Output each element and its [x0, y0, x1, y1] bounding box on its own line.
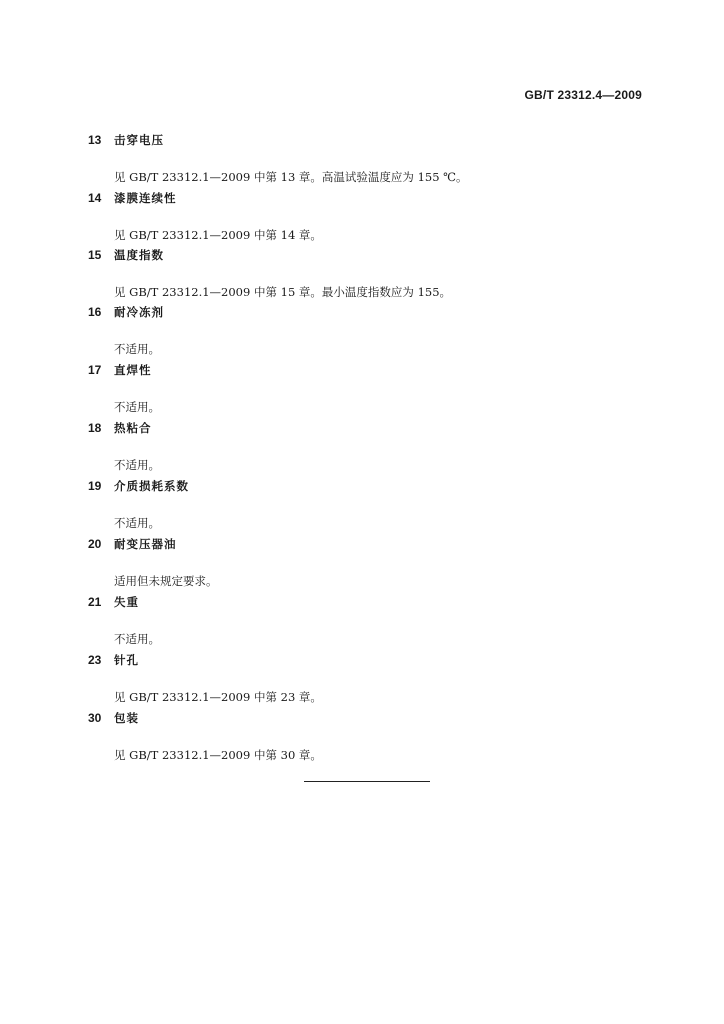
clause-body: 不适用。 [114, 458, 160, 472]
clause-heading [88, 650, 648, 670]
end-of-document-line [304, 781, 430, 782]
clause-number: 15 [88, 248, 102, 262]
clause-body: 见 GB/T 23312.1—2009 中第 13 章。高温试验温度应为 155 ℃。 [114, 170, 468, 184]
clause-title: 直焊性 [114, 363, 152, 377]
clause-body: 不适用。 [114, 400, 160, 414]
clause-body: 见 GB/T 23312.1—2009 中第 14 章。 [114, 228, 322, 242]
clause-title: 温度指数 [114, 248, 164, 262]
clause-number: 23 [88, 653, 102, 667]
clause-heading [88, 476, 648, 496]
clause-number: 21 [88, 595, 102, 609]
clause-heading [88, 245, 648, 265]
clause-16 [88, 302, 648, 359]
clause-heading [88, 534, 648, 554]
clause-23 [88, 650, 648, 707]
clause-title: 漆膜连续性 [114, 191, 177, 205]
clause-body: 适用但未规定要求。 [114, 574, 218, 588]
clause-number: 19 [88, 479, 102, 493]
clause-number: 30 [88, 711, 102, 725]
clause-heading [88, 302, 648, 322]
clause-title: 介质损耗系数 [114, 479, 189, 493]
clause-title: 包装 [114, 711, 139, 725]
clause-21 [88, 592, 648, 649]
clause-heading [88, 130, 648, 150]
clause-heading [88, 418, 648, 438]
clause-heading [88, 708, 648, 728]
clause-number: 14 [88, 191, 102, 205]
clause-13 [88, 130, 648, 187]
clause-body: 见 GB/T 23312.1—2009 中第 23 章。 [114, 690, 322, 704]
clause-body: 不适用。 [114, 516, 160, 530]
clause-title: 针孔 [114, 653, 139, 667]
clause-title: 耐冷冻剂 [114, 305, 164, 319]
clause-body: 不适用。 [114, 632, 160, 646]
clause-number: 20 [88, 537, 102, 551]
clause-body: 见 GB/T 23312.1—2009 中第 15 章。最小温度指数应为 155。 [114, 285, 452, 299]
clause-14 [88, 188, 648, 245]
clause-19 [88, 476, 648, 533]
clause-17 [88, 360, 648, 417]
clause-18 [88, 418, 648, 475]
clause-title: 失重 [114, 595, 139, 609]
clause-number: 16 [88, 305, 102, 319]
clause-heading [88, 592, 648, 612]
clause-heading [88, 188, 648, 208]
clause-body: 不适用。 [114, 342, 160, 356]
clause-number: 17 [88, 363, 102, 377]
clause-number: 13 [88, 133, 102, 147]
page-header-standard-number: GB/T 23312.4—2009 [524, 88, 642, 102]
clause-heading [88, 360, 648, 380]
clause-15 [88, 245, 648, 302]
clause-title: 耐变压器油 [114, 537, 177, 551]
clause-30 [88, 708, 648, 765]
clause-title: 击穿电压 [114, 133, 164, 147]
clause-20 [88, 534, 648, 591]
clause-number: 18 [88, 421, 102, 435]
clause-title: 热粘合 [114, 421, 152, 435]
clause-body: 见 GB/T 23312.1—2009 中第 30 章。 [114, 748, 322, 762]
